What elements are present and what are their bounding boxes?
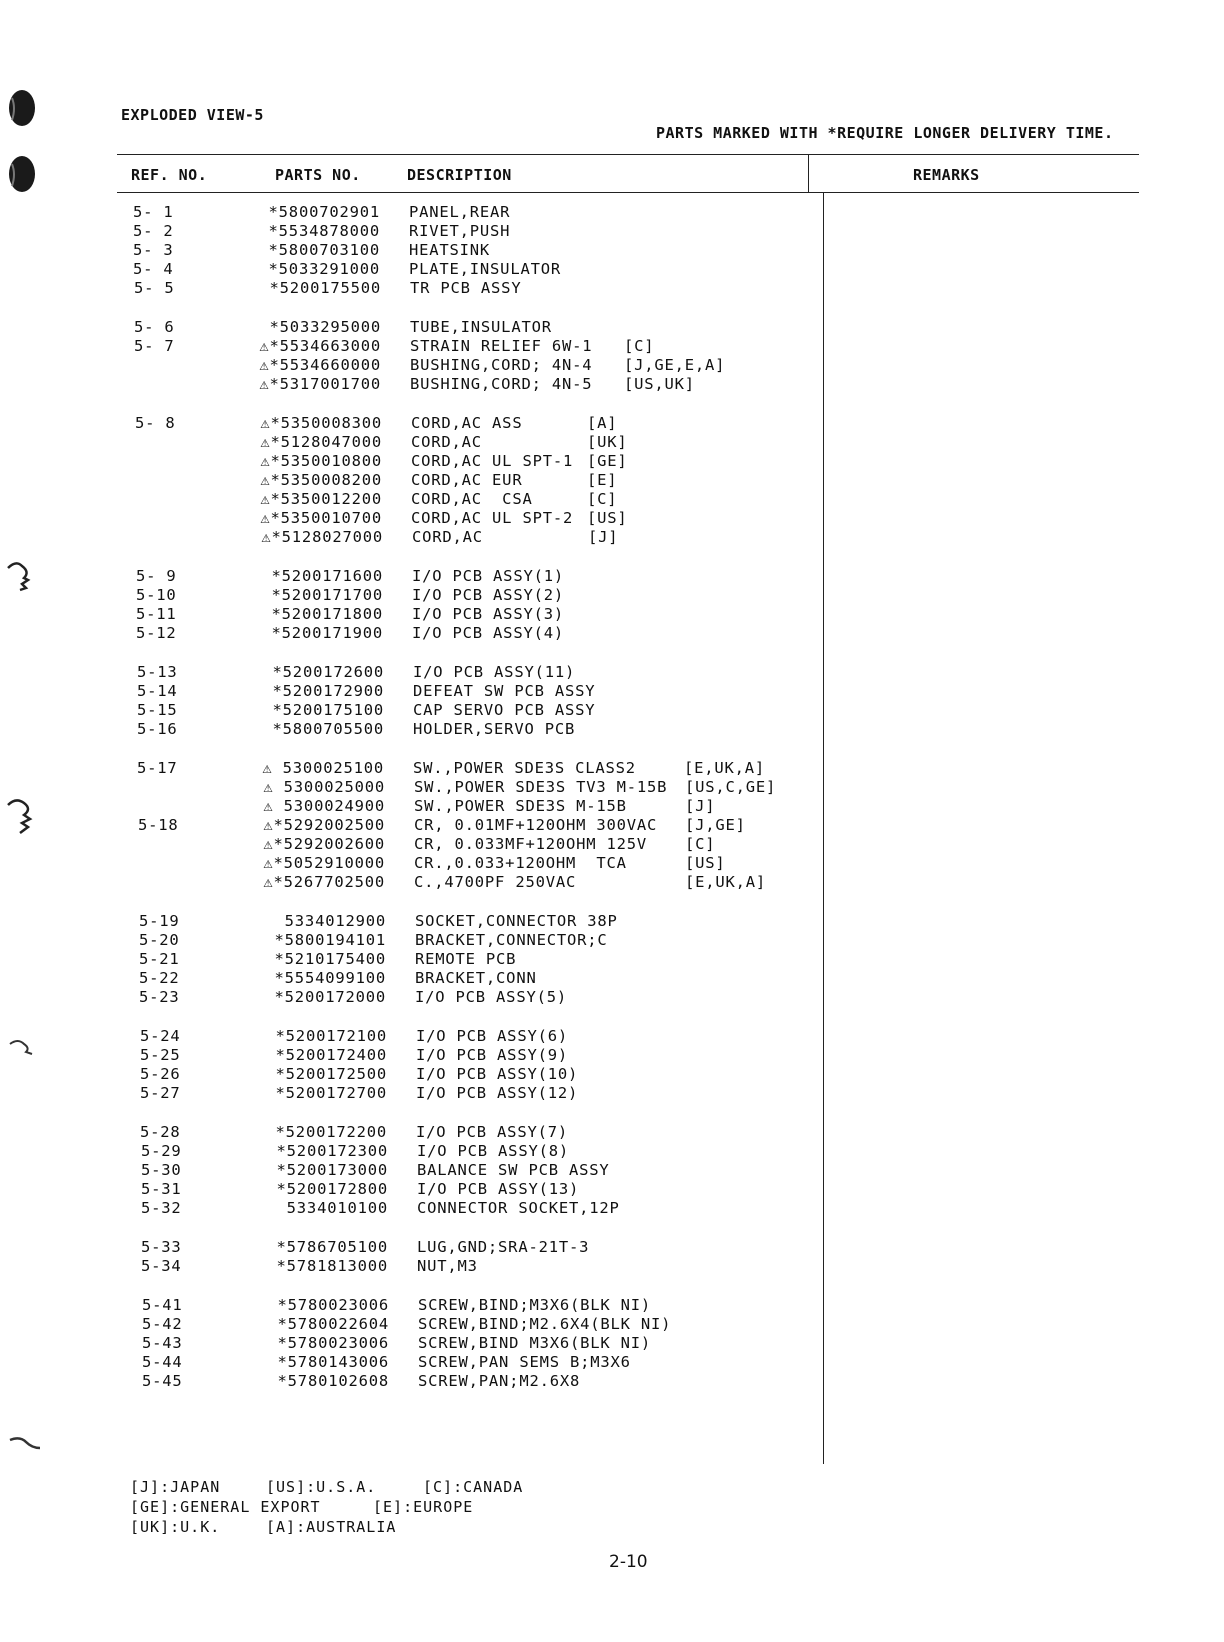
ref-no-cell: 5-11 bbox=[136, 605, 177, 623]
region-cell: [J,GE,E,A] bbox=[624, 356, 726, 374]
binder-hole-icon bbox=[6, 88, 36, 128]
legend-europe: [E]:EUROPE bbox=[373, 1498, 474, 1516]
description-cell: SW.,POWER SDE3S TV3 M-15B bbox=[414, 778, 668, 796]
scan-mark-icon bbox=[6, 795, 36, 835]
description-cell: TR PCB ASSY bbox=[410, 279, 522, 297]
parts-no-cell: *5200171800 bbox=[271, 605, 383, 623]
parts-no-cell: *5200175100 bbox=[272, 701, 384, 719]
description-cell: RIVET,PUSH bbox=[409, 222, 511, 240]
description-cell: CORD,AC UL SPT-1 bbox=[411, 452, 574, 470]
description-cell: SW.,POWER SDE3S CLASS2 bbox=[413, 759, 636, 777]
parts-no-cell: *5200172000 bbox=[274, 988, 386, 1006]
description-cell: CORD,AC CSA bbox=[411, 490, 533, 508]
parts-no-cell: ⚠*5534663000 bbox=[259, 337, 381, 355]
description-cell: SCREW,BIND;M3X6(BLK NI) bbox=[418, 1296, 652, 1314]
description-cell: SW.,POWER SDE3S M-15B bbox=[414, 797, 627, 815]
legend-uk: [UK]:U.K. bbox=[130, 1518, 221, 1536]
ref-no-cell: 5-15 bbox=[137, 701, 178, 719]
ref-no-cell: 5- 6 bbox=[134, 318, 175, 336]
description-cell: CR.,0.033+120OHM TCA bbox=[414, 854, 627, 872]
description-cell: CORD,AC ASS bbox=[411, 414, 523, 432]
region-cell: [US,UK] bbox=[624, 375, 695, 393]
region-cell: [A] bbox=[587, 414, 618, 432]
parts-no-cell: ⚠*5267702500 bbox=[263, 873, 385, 891]
description-cell: PANEL,REAR bbox=[409, 203, 511, 221]
ref-no-cell: 5- 9 bbox=[136, 567, 177, 585]
description-cell: I/O PCB ASSY(13) bbox=[417, 1180, 580, 1198]
header-remarks: REMARKS bbox=[913, 166, 980, 184]
description-cell: I/O PCB ASSY(3) bbox=[412, 605, 564, 623]
parts-no-cell: *5534878000 bbox=[268, 222, 380, 240]
parts-no-cell: *5200172800 bbox=[276, 1180, 388, 1198]
ref-no-cell: 5-28 bbox=[140, 1123, 181, 1141]
parts-no-cell: 5334012900 bbox=[284, 912, 386, 930]
description-cell: DEFEAT SW PCB ASSY bbox=[413, 682, 596, 700]
description-cell: I/O PCB ASSY(11) bbox=[413, 663, 576, 681]
parts-no-cell: ⚠*5350012200 bbox=[260, 490, 382, 508]
description-cell: I/O PCB ASSY(7) bbox=[416, 1123, 568, 1141]
parts-no-cell: *5800702901 bbox=[268, 203, 380, 221]
ref-no-cell: 5- 1 bbox=[133, 203, 174, 221]
parts-no-cell: *5780023006 bbox=[277, 1334, 389, 1352]
description-cell: I/O PCB ASSY(10) bbox=[416, 1065, 579, 1083]
description-cell: BUSHING,CORD; 4N-4 bbox=[410, 356, 593, 374]
parts-no-cell: *5800705500 bbox=[272, 720, 384, 738]
parts-no-cell: *5781813000 bbox=[276, 1257, 388, 1275]
ref-no-cell: 5- 7 bbox=[134, 337, 175, 355]
description-cell: TUBE,INSULATOR bbox=[410, 318, 552, 336]
region-cell: [J] bbox=[588, 528, 619, 546]
description-cell: SCREW,PAN;M2.6X8 bbox=[418, 1372, 581, 1390]
parts-no-cell: *5200172700 bbox=[275, 1084, 387, 1102]
description-cell: CR, 0.033MF+120OHM 125V bbox=[414, 835, 648, 853]
parts-no-cell: ⚠*5317001700 bbox=[259, 375, 381, 393]
description-cell: CAP SERVO PCB ASSY bbox=[413, 701, 596, 719]
ref-no-cell: 5-34 bbox=[141, 1257, 182, 1275]
ref-no-cell: 5-21 bbox=[139, 950, 180, 968]
ref-no-cell: 5-30 bbox=[141, 1161, 182, 1179]
ref-no-cell: 5-32 bbox=[141, 1199, 182, 1217]
ref-no-cell: 5-42 bbox=[142, 1315, 183, 1333]
header-ref-no: REF. NO. bbox=[131, 166, 208, 184]
parts-no-cell: *5780102608 bbox=[277, 1372, 389, 1390]
parts-no-cell: *5200172100 bbox=[275, 1027, 387, 1045]
header-parts-no: PARTS NO. bbox=[275, 166, 361, 184]
description-cell: PLATE,INSULATOR bbox=[409, 260, 561, 278]
ref-no-cell: 5-23 bbox=[139, 988, 180, 1006]
parts-no-cell: *5554099100 bbox=[274, 969, 386, 987]
delivery-notice: PARTS MARKED WITH *REQUIRE LONGER DELIVERY TIME. bbox=[656, 124, 1114, 142]
legend-australia: [A]:AUSTRALIA bbox=[266, 1518, 397, 1536]
region-cell: [E] bbox=[587, 471, 618, 489]
description-cell: BRACKET,CONN bbox=[415, 969, 537, 987]
binder-hole-icon bbox=[6, 154, 36, 194]
description-cell: BRACKET,CONNECTOR;C bbox=[415, 931, 608, 949]
description-cell: REMOTE PCB bbox=[415, 950, 517, 968]
region-cell: [US] bbox=[587, 509, 628, 527]
description-cell: STRAIN RELIEF 6W-1 bbox=[410, 337, 593, 355]
ref-no-cell: 5-43 bbox=[142, 1334, 183, 1352]
ref-no-cell: 5-20 bbox=[139, 931, 180, 949]
parts-no-cell: ⚠*5052910000 bbox=[263, 854, 385, 872]
ref-no-cell: 5-17 bbox=[137, 759, 178, 777]
description-cell: SCREW,BIND;M2.6X4(BLK NI) bbox=[418, 1315, 672, 1333]
ref-no-cell: 5-44 bbox=[142, 1353, 183, 1371]
region-cell: [J] bbox=[685, 797, 716, 815]
ref-no-cell: 5-26 bbox=[140, 1065, 181, 1083]
parts-no-cell: ⚠ 5300025000 bbox=[263, 778, 385, 796]
region-cell: [E,UK,A] bbox=[684, 759, 766, 777]
parts-no-cell: *5200172900 bbox=[272, 682, 384, 700]
description-cell: HOLDER,SERVO PCB bbox=[413, 720, 576, 738]
parts-no-cell: *5200175500 bbox=[269, 279, 381, 297]
parts-no-cell: *5033295000 bbox=[269, 318, 381, 336]
ref-no-cell: 5- 8 bbox=[135, 414, 176, 432]
parts-no-cell: ⚠*5350010700 bbox=[260, 509, 382, 527]
description-cell: I/O PCB ASSY(6) bbox=[416, 1027, 568, 1045]
legend-japan: [J]:JAPAN bbox=[130, 1478, 221, 1496]
parts-no-cell: *5780022604 bbox=[277, 1315, 389, 1333]
description-cell: I/O PCB ASSY(4) bbox=[412, 624, 564, 642]
description-cell: I/O PCB ASSY(12) bbox=[416, 1084, 579, 1102]
ref-no-cell: 5-41 bbox=[142, 1296, 183, 1314]
ref-no-cell: 5-27 bbox=[140, 1084, 181, 1102]
region-cell: [GE] bbox=[587, 452, 628, 470]
ref-no-cell: 5-31 bbox=[141, 1180, 182, 1198]
description-cell: I/O PCB ASSY(1) bbox=[412, 567, 564, 585]
page-number: 2-10 bbox=[609, 1552, 648, 1572]
description-cell: CORD,AC EUR bbox=[411, 471, 523, 489]
region-cell: [UK] bbox=[587, 433, 628, 451]
description-cell: I/O PCB ASSY(8) bbox=[417, 1142, 569, 1160]
ref-no-cell: 5-14 bbox=[137, 682, 178, 700]
description-cell: CONNECTOR SOCKET,12P bbox=[417, 1199, 620, 1217]
parts-no-cell: ⚠*5350008300 bbox=[260, 414, 382, 432]
ref-no-cell: 5-10 bbox=[136, 586, 177, 604]
parts-no-cell: *5200172500 bbox=[275, 1065, 387, 1083]
parts-no-cell: 5334010100 bbox=[286, 1199, 388, 1217]
parts-no-cell: *5200172200 bbox=[275, 1123, 387, 1141]
parts-no-cell: *5200171600 bbox=[271, 567, 383, 585]
region-cell: [E,UK,A] bbox=[685, 873, 767, 891]
description-cell: CR, 0.01MF+120OHM 300VAC bbox=[414, 816, 658, 834]
parts-no-cell: ⚠ 5300024900 bbox=[263, 797, 385, 815]
ref-no-cell: 5-13 bbox=[137, 663, 178, 681]
region-cell: [US,C,GE] bbox=[685, 778, 777, 796]
parts-no-cell: *5800194101 bbox=[274, 931, 386, 949]
description-cell: I/O PCB ASSY(5) bbox=[415, 988, 567, 1006]
parts-no-cell: ⚠*5292002500 bbox=[263, 816, 385, 834]
description-cell: I/O PCB ASSY(2) bbox=[412, 586, 564, 604]
ref-no-cell: 5-19 bbox=[139, 912, 180, 930]
description-cell: SOCKET,CONNECTOR 38P bbox=[415, 912, 618, 930]
region-cell: [C] bbox=[587, 490, 618, 508]
page-title: EXPLODED VIEW-5 bbox=[121, 106, 264, 124]
ref-no-cell: 5-24 bbox=[140, 1027, 181, 1045]
description-cell: SCREW,PAN SEMS B;M3X6 bbox=[418, 1353, 631, 1371]
ref-no-cell: 5-29 bbox=[141, 1142, 182, 1160]
region-cell: [J,GE] bbox=[685, 816, 746, 834]
parts-no-cell: *5033291000 bbox=[268, 260, 380, 278]
legend-general-export: [GE]:GENERAL EXPORT bbox=[130, 1498, 321, 1516]
legend-canada: [C]:CANADA bbox=[423, 1478, 524, 1496]
description-cell: SCREW,BIND M3X6(BLK NI) bbox=[418, 1334, 652, 1352]
ref-no-cell: 5- 2 bbox=[133, 222, 174, 240]
parts-no-cell: *5800703100 bbox=[268, 241, 380, 259]
description-cell: CORD,AC bbox=[412, 528, 483, 546]
parts-no-cell: *5200171900 bbox=[271, 624, 383, 642]
ref-no-cell: 5-45 bbox=[142, 1372, 183, 1390]
ref-no-cell: 5-22 bbox=[139, 969, 180, 987]
region-cell: [C] bbox=[685, 835, 716, 853]
description-cell: BUSHING,CORD; 4N-5 bbox=[410, 375, 593, 393]
parts-no-cell: ⚠*5350008200 bbox=[260, 471, 382, 489]
ref-no-cell: 5-16 bbox=[137, 720, 178, 738]
parts-no-cell: *5786705100 bbox=[276, 1238, 388, 1256]
parts-no-cell: *5200172600 bbox=[272, 663, 384, 681]
ref-no-cell: 5- 4 bbox=[133, 260, 174, 278]
parts-no-cell: ⚠*5128047000 bbox=[260, 433, 382, 451]
description-cell: BALANCE SW PCB ASSY bbox=[417, 1161, 610, 1179]
ref-no-cell: 5- 5 bbox=[134, 279, 175, 297]
parts-no-cell: ⚠ 5300025100 bbox=[262, 759, 384, 777]
description-cell: C.,4700PF 250VAC bbox=[414, 873, 577, 891]
ref-no-cell: 5- 3 bbox=[133, 241, 174, 259]
description-cell: CORD,AC UL SPT-2 bbox=[411, 509, 574, 527]
description-cell: I/O PCB ASSY(9) bbox=[416, 1046, 568, 1064]
scan-mark-icon bbox=[6, 1434, 42, 1456]
parts-no-cell: *5200171700 bbox=[271, 586, 383, 604]
legend-usa: [US]:U.S.A. bbox=[266, 1478, 377, 1496]
header-description: DESCRIPTION bbox=[407, 166, 512, 184]
parts-no-cell: ⚠*5128027000 bbox=[261, 528, 383, 546]
parts-no-cell: *5200172400 bbox=[275, 1046, 387, 1064]
parts-no-cell: *5200172300 bbox=[276, 1142, 388, 1160]
parts-no-cell: ⚠*5534660000 bbox=[259, 356, 381, 374]
ref-no-cell: 5-18 bbox=[138, 816, 179, 834]
scan-mark-icon bbox=[6, 558, 36, 592]
description-cell: NUT,M3 bbox=[417, 1257, 478, 1275]
ref-no-cell: 5-25 bbox=[140, 1046, 181, 1064]
ref-no-cell: 5-12 bbox=[136, 624, 177, 642]
description-cell: LUG,GND;SRA-21T-3 bbox=[417, 1238, 590, 1256]
parts-no-cell: *5200173000 bbox=[276, 1161, 388, 1179]
parts-no-cell: *5210175400 bbox=[274, 950, 386, 968]
description-cell: HEATSINK bbox=[409, 241, 491, 259]
ref-no-cell: 5-33 bbox=[141, 1238, 182, 1256]
region-cell: [C] bbox=[624, 337, 655, 355]
region-cell: [US] bbox=[685, 854, 726, 872]
parts-no-cell: ⚠*5292002600 bbox=[263, 835, 385, 853]
parts-no-cell: *5780143006 bbox=[277, 1353, 389, 1371]
scan-mark-icon bbox=[6, 1036, 36, 1062]
description-cell: CORD,AC bbox=[411, 433, 482, 451]
parts-no-cell: *5780023006 bbox=[277, 1296, 389, 1314]
parts-no-cell: ⚠*5350010800 bbox=[260, 452, 382, 470]
